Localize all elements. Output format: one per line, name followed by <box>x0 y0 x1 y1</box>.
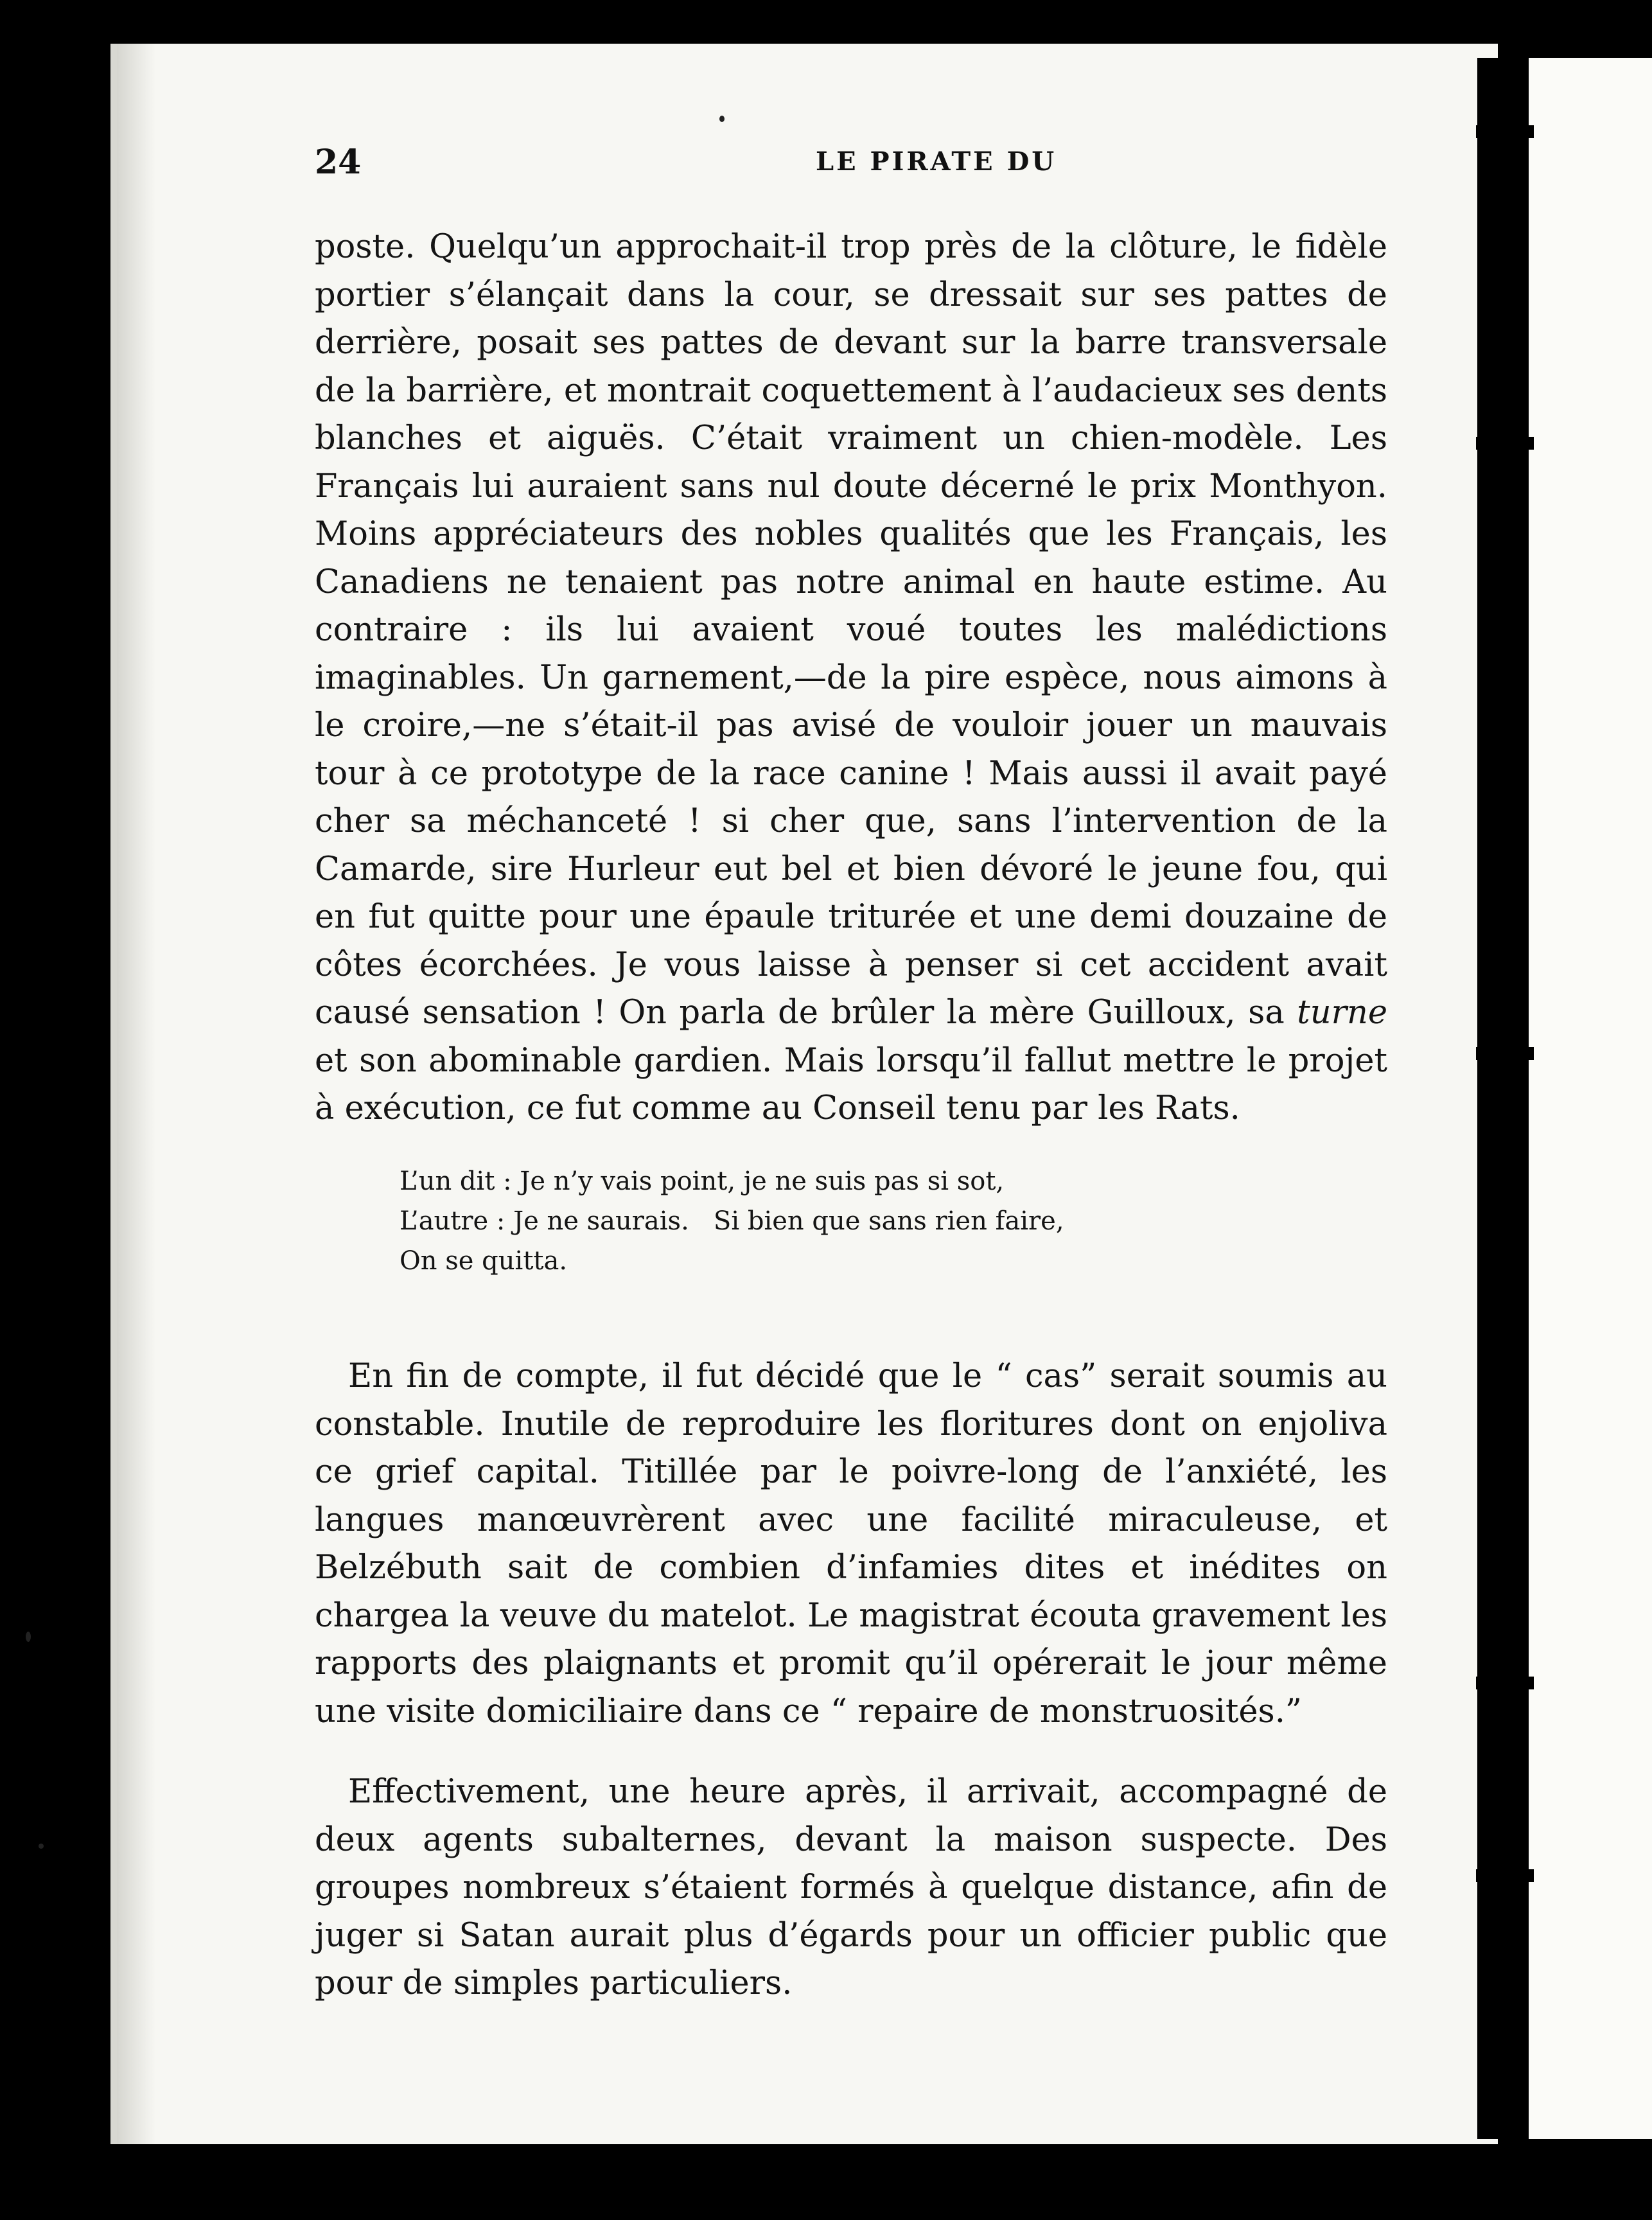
body-text-top <box>315 224 1387 1133</box>
book-binding <box>1477 58 1529 2139</box>
binding-stitch <box>1476 1677 1534 1689</box>
verse-line: On se quitta. <box>400 1246 568 1276</box>
paragraph: En fin de compte, il fut décidé que le “ cas” serait soumis au constable. Inutile de reproduire les floritures dont on enjoliva ce grief capital. Titillée par le poivre-long de l’anxiété, les langues manœuvrèrent avec une facilité miraculeuse, et Belzébuth sait de combien d’infamies dites et inédites on chargea la veuve du matelot. Le magistrat écouta gravement les rapports des plaignants et promit qu’il opérerait le jour même une visite domiciliaire dans ce “ repaire de monstruosités.” <box>315 1357 1387 1731</box>
body-text-bottom <box>315 1320 1387 2041</box>
scan-speck <box>26 1632 31 1642</box>
page-header <box>206 143 1323 181</box>
binding-stitch <box>1476 125 1534 138</box>
scan-speck <box>39 1844 44 1849</box>
verse-quotation <box>400 1161 1363 1281</box>
paragraph <box>315 224 1387 1133</box>
running-title: LE PIRATE DU <box>816 146 1057 177</box>
page-number: 24 <box>315 143 362 182</box>
binding-stitch <box>1476 1869 1534 1882</box>
verse-line: L’un dit : Je n’y vais point, je ne suis pas si sot, <box>400 1167 1005 1196</box>
paragraph-text: et son abominable gardien. Mais lorsqu’il fallut mettre le projet à exécution, ce fut comme au Conseil tenu par les Rats. <box>315 1041 1387 1127</box>
facing-page-edge <box>1511 58 1652 2139</box>
verse-line: L’autre : Je ne saurais. Si bien que sans rien faire, <box>400 1206 1064 1236</box>
paragraph-text: poste. Quelqu’un approchait-il trop près de la clôture, le fidèle portier s’élançait dans la cour, se dressait sur ses pattes de derrière, posait ses pattes de devant sur la barre transversale de la barrière, et montrait coquettement à l’audacieux ses dents blanches et aiguës. C’était vraiment un chien-modèle. Les Français lui auraient sans nul doute décerné le prix Monthyon. Moins appréciateurs des nobles qualités que les Français, les Canadiens ne tenaient pas notre animal en haute estime. Au contraire : ils lui avaient voué toutes les malédictions imaginables. Un garnement,—de la pire espèce, nous aimons à le croire,—ne s’était-il pas avisé de vouloir jouer un mauvais tour à ce prototype de la race canine ! Mais aussi il avait payé cher sa méchanceté ! si cher que, sans l’intervention de la Camarde, sire Hurleur eut bel et bien dévoré le jeune fou, qui en fut quitte pour une épaule triturée et une demi douzaine de côtes écorchées. Je vous laisse à penser si cet accident avait causé sensation ! On parla de brûler la mère Guilloux, sa <box>315 228 1387 1032</box>
page-gutter-shadow <box>117 44 155 2144</box>
italic-word: turne <box>1297 994 1387 1032</box>
paragraph: Effectivement, une heure après, il arrivait, accompagné de deux agents subalternes, devant la maison suspecte. Des groupes nombreux s’étaient formés à quelque distance, afin de juger si Satan aurait plus d’égards pour un officier public que pour de simples particuliers. <box>315 1773 1387 2002</box>
binding-stitch <box>1476 437 1534 450</box>
scan-speck <box>719 116 725 122</box>
binding-stitch <box>1476 1047 1534 1060</box>
